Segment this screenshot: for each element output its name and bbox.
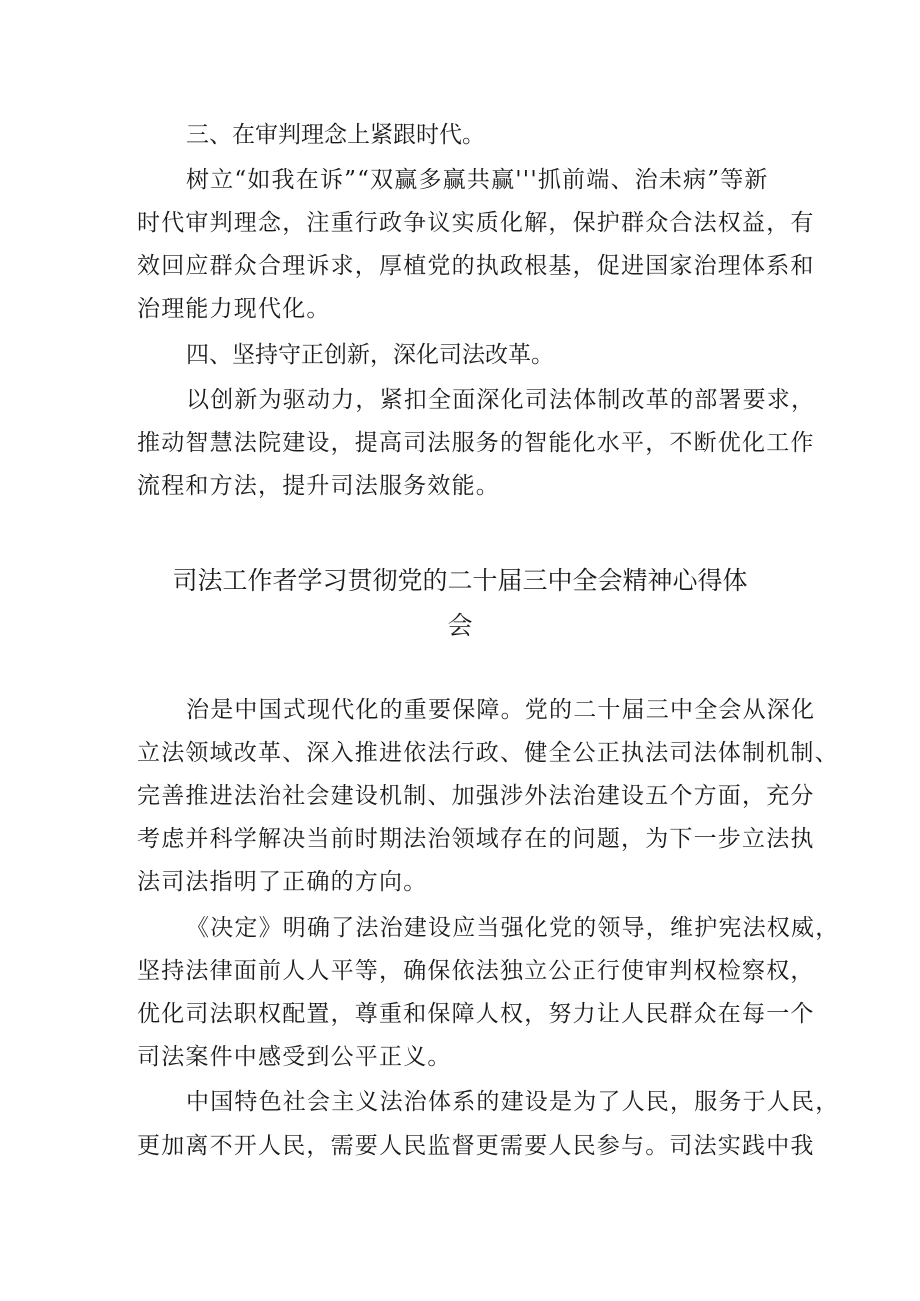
section-heading-3: 三、在审判理念上紧跟时代。 [186,122,485,148]
paragraph-line: 完善推进法治社会建设机制、加强涉外法治建设五个方面，充分 [137,783,815,809]
paragraph-line: 坚持法律面前人人平等，确保依法独立公正行使审判权检察权， [137,958,815,984]
paragraph-line: 效回应群众合理诉求，厚植党的执政根基，促进国家治理体系和 [137,253,815,279]
paragraph-line: 推动智慧法院建设，提高司法服务的智能化水平，不断优化工作 [137,430,815,456]
paragraph-line: 更加离不开人民，需要人民监督更需要人民参与。司法实践中我 [137,1133,815,1159]
paragraph-line: 中国特色社会主义法治体系的建设是为了人民，服务于人民， [186,1089,840,1115]
paragraph-line: 优化司法职权配置，尊重和保障人权，努力让人民群众在每一个 [137,1001,815,1027]
paragraph-line: 《决定》明确了法治建设应当强化党的领导，维护宪法权威， [186,915,840,941]
article-title-line-1: 司法工作者学习贯彻党的二十届三中全会精神心得体 [172,566,748,595]
paragraph-line: 立法领域改革、深入推进依法行政、健全公正执法司法体制机制、 [137,740,839,766]
paragraph-line: 以创新为驱动力，紧扣全面深化司法体制改革的部署要求， [186,387,816,413]
paragraph-line: 治是中国式现代化的重要保障。党的二十届三中全会从深化 [186,697,816,723]
paragraph-line: 时代审判理念，注重行政争议实质化解，保护群众合法权益，有 [137,210,815,236]
paragraph-line: 法司法指明了正确的方向。 [137,869,428,895]
paragraph-line: 考虑并科学解决当前时期法治领域存在的问题，为下一步立法执 [137,826,815,852]
section-heading-4: 四、坚持守正创新，深化司法改革。 [186,342,554,368]
paragraph-line: 树立“如我在诉”“双赢多赢共赢'''抓前端、治未病”等新 [186,167,769,193]
paragraph-line: 治理能力现代化。 [137,296,331,322]
paragraph-line: 流程和方法，提升司法服务效能。 [137,473,500,499]
article-title-line-2: 会 [447,611,473,640]
paragraph-line: 司法案件中感受到公平正义。 [137,1044,452,1070]
